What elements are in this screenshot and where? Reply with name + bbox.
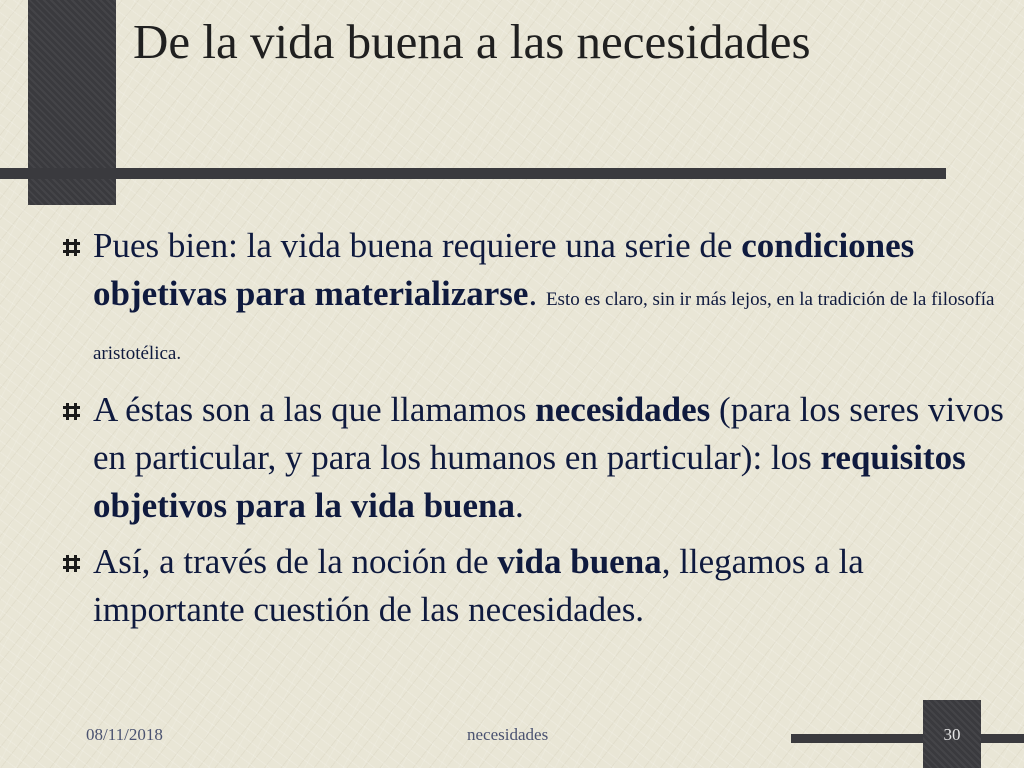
- hash-bullet-icon: [62, 554, 81, 573]
- bullet-text: [93, 538, 1010, 634]
- title-underline-bar: [0, 168, 946, 179]
- bullet-text-run: .: [515, 486, 524, 525]
- bullet-text-run: (para los seres vivos en particular, y para los humanos en particular): los: [93, 390, 1004, 477]
- footer-title: necesidades: [467, 725, 549, 744]
- bullet-text-run: .: [528, 274, 546, 313]
- footer-date: 08/11/2018: [86, 725, 163, 744]
- hash-bullet-icon: [62, 402, 81, 421]
- bullet-text-run: A éstas son a las que llamamos: [93, 390, 536, 429]
- bullet-list: [60, 222, 1010, 642]
- page-number: 30: [943, 725, 961, 744]
- bullet-text-bold-run: vida buena: [497, 542, 662, 581]
- bullet-item: [60, 386, 1010, 530]
- slide-title: De la vida buena a las necesidades: [133, 14, 811, 69]
- bullet-item: [60, 538, 1010, 634]
- bullet-text-run: Así, a través de la noción de: [93, 542, 498, 581]
- footer-bar: [791, 734, 1024, 743]
- bullet-text-run: Pues bien: la vida buena requiere una serie de: [93, 226, 742, 265]
- bullet-item: [60, 222, 1010, 378]
- bullet-text-bold-run: requisitos objetivos para la vida buena: [93, 438, 966, 525]
- hash-bullet-icon: [62, 238, 81, 257]
- bullet-text-run: , llegamos a la importante cuestión de las necesidades.: [93, 542, 864, 629]
- bullet-text: [93, 386, 1010, 530]
- bullet-small-note: Esto es claro, sin ir más lejos, en la tradición de la filosofía aristotélica.: [93, 289, 995, 364]
- bullet-text: [93, 222, 1010, 378]
- bullet-text-bold-run: necesidades: [535, 390, 711, 429]
- bullet-text-bold-run: condiciones objetivas para materializarse: [93, 226, 915, 313]
